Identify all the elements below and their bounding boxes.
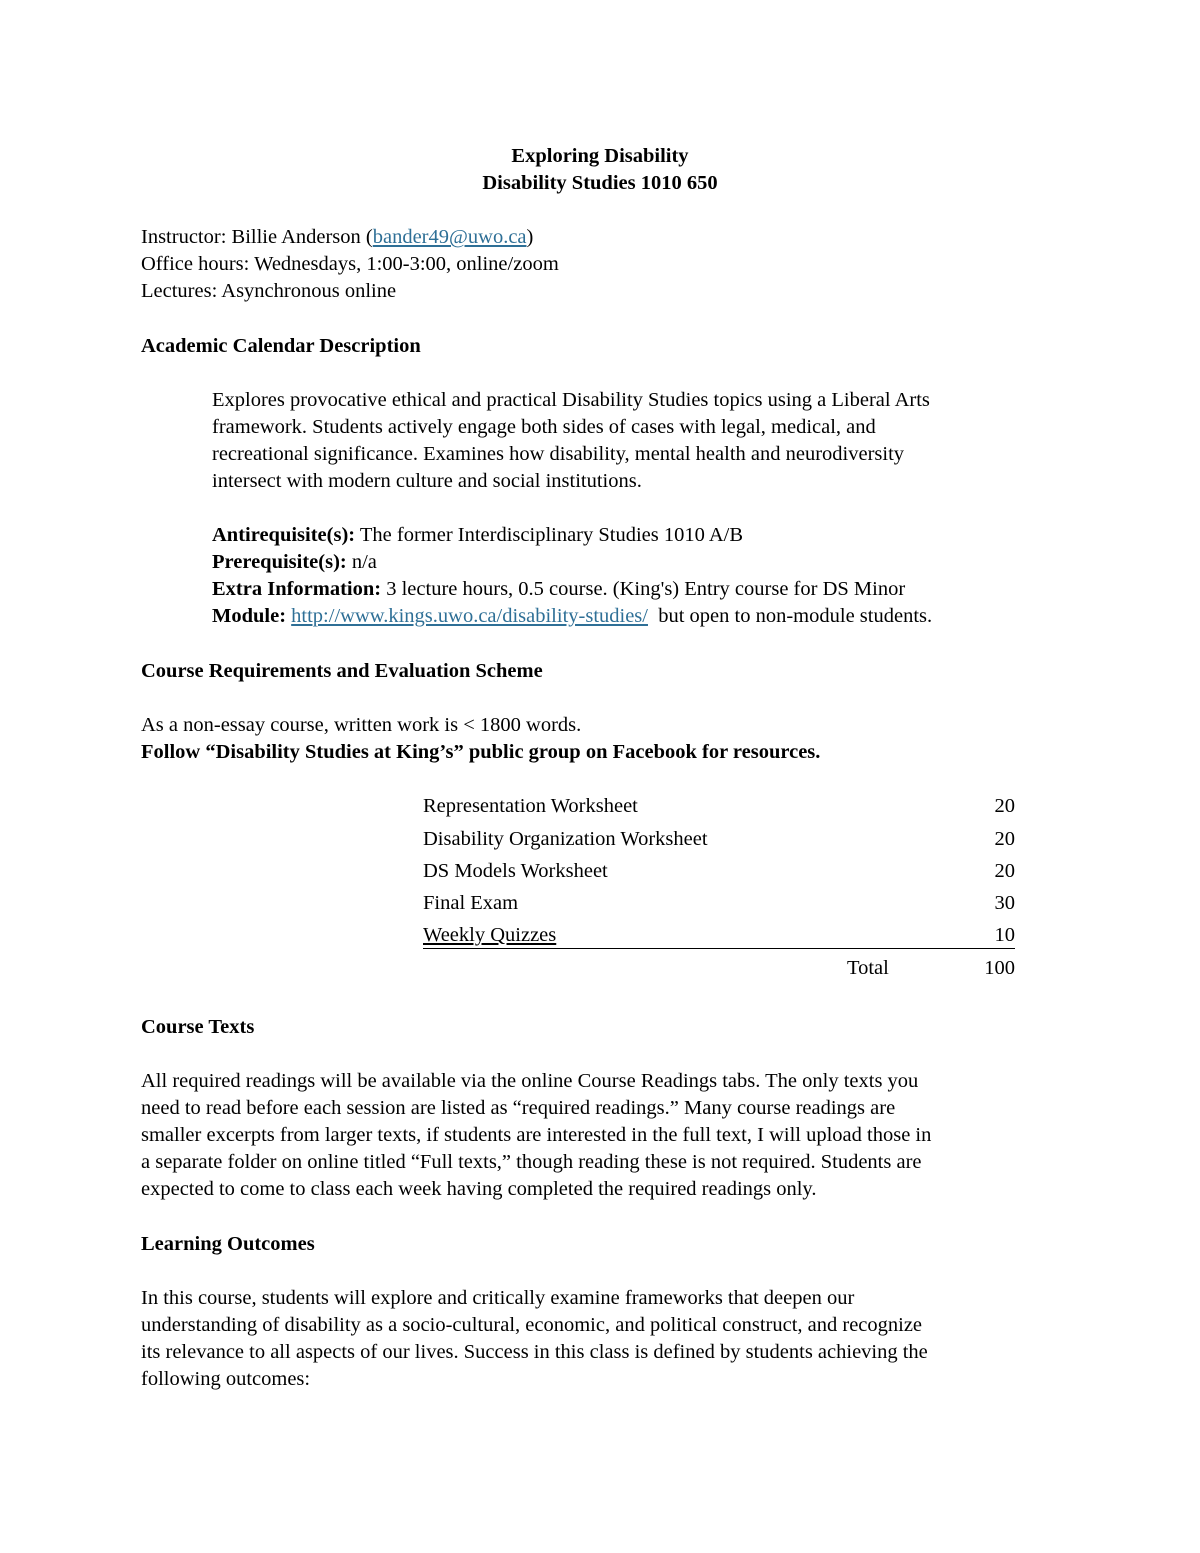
calendar-heading: Academic Calendar Description <box>141 335 421 357</box>
texts-line: smaller excerpts from larger texts, if students are interested in the full text, I will upload those in <box>141 1124 932 1146</box>
lectures: Lectures: Asynchronous online <box>141 280 397 302</box>
evaluation-points: 10 <box>994 924 1015 946</box>
antirequisite-line <box>212 522 1072 549</box>
evaluation-points: 20 <box>994 828 1015 850</box>
texts-line: All required readings will be available via the online Course Readings tabs. The only texts you <box>141 1070 919 1092</box>
module-link[interactable]: http://www.kings.uwo.ca/disability-studies/ <box>291 605 648 627</box>
texts-line: expected to come to class each week having completed the required readings only. <box>141 1178 817 1200</box>
antirequisite-value: The former Interdisciplinary Studies 1010 A/B <box>355 524 744 546</box>
texts-line: need to read before each session are listed as “required readings.” Many course readings are <box>141 1097 896 1119</box>
facebook-follow-note: Follow “Disability Studies at King’s” public group on Facebook for resources. <box>141 741 821 763</box>
evaluation-row <box>423 858 1015 885</box>
office-hours: Office hours: Wednesdays, 1:00-3:00, online/zoom <box>141 253 559 275</box>
calendar-description <box>212 387 1072 495</box>
texts-paragraph <box>141 1068 1061 1203</box>
extra-info-line <box>212 576 1072 603</box>
evaluation-item: Disability Organization Worksheet <box>423 828 708 850</box>
evaluation-item: Final Exam <box>423 892 519 914</box>
extra-info-label: Extra Information: <box>212 578 382 600</box>
calendar-line: intersect with modern culture and social institutions. <box>212 470 642 492</box>
outcomes-line: its relevance to all aspects of our lives. Success in this class is defined by students achieving the <box>141 1341 928 1363</box>
prerequisite-value: n/a <box>346 551 377 573</box>
evaluation-points: 20 <box>994 860 1015 882</box>
outcomes-line: In this course, students will explore and critically examine frameworks that deepen our <box>141 1287 855 1309</box>
calendar-line: Explores provocative ethical and practical Disability Studies topics using a Liberal Arts <box>212 389 930 411</box>
instructor-line <box>141 224 533 251</box>
evaluation-item: Weekly Quizzes <box>423 924 557 946</box>
course-details <box>212 522 1072 630</box>
texts-line: a separate folder on online titled “Full texts,” though reading these is not required. Students are <box>141 1151 922 1173</box>
outcomes-line: understanding of disability as a socio-cultural, economic, and political construct, and recognize <box>141 1314 923 1336</box>
module-suffix: but open to non-module students. <box>647 605 933 627</box>
module-line <box>212 603 1072 630</box>
evaluation-row <box>423 826 1015 853</box>
evaluation-points: 30 <box>994 892 1015 914</box>
document-title: Exploring Disability <box>511 145 689 167</box>
instructor-suffix: ) <box>526 226 534 248</box>
evaluation-points: 20 <box>994 795 1015 817</box>
instructor-prefix: Instructor: Billie Anderson ( <box>141 226 373 248</box>
calendar-line: recreational significance. Examines how disability, mental health and neurodiversity <box>212 443 905 465</box>
calendar-line: framework. Students actively engage both sides of cases with legal, medical, and <box>212 416 876 438</box>
evaluation-row <box>423 793 1015 820</box>
antirequisite-label: Antirequisite(s): <box>212 524 356 546</box>
evaluation-item: DS Models Worksheet <box>423 860 608 882</box>
outcomes-paragraph <box>141 1285 1061 1393</box>
total-value: 100 <box>984 957 1015 979</box>
evaluation-row <box>423 922 1015 949</box>
prerequisite-line <box>212 549 1072 576</box>
requirements-heading: Course Requirements and Evaluation Scheme <box>141 660 543 682</box>
instructor-email-link[interactable]: bander49@uwo.ca <box>372 226 527 248</box>
total-label: Total <box>847 957 889 979</box>
outcomes-heading: Learning Outcomes <box>141 1233 315 1255</box>
course-code: Disability Studies 1010 650 <box>482 172 718 194</box>
requirements-note: As a non-essay course, written work is < 1800 words. <box>141 714 582 736</box>
prerequisite-label: Prerequisite(s): <box>212 551 347 573</box>
evaluation-item: Representation Worksheet <box>423 795 638 817</box>
module-label: Module: <box>212 605 287 627</box>
outcomes-line: following outcomes: <box>141 1368 311 1390</box>
evaluation-row <box>423 890 1015 917</box>
extra-info-value: 3 lecture hours, 0.5 course. (King's) Entry course for DS Minor <box>381 578 906 600</box>
texts-heading: Course Texts <box>141 1016 255 1038</box>
